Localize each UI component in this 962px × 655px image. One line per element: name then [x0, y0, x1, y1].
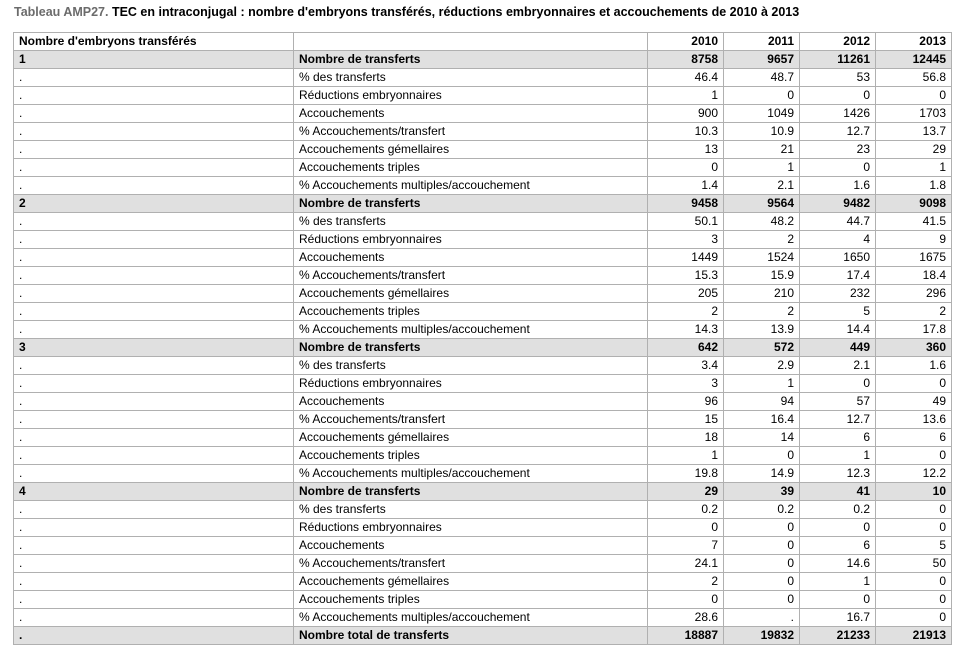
value-cell: 0 [800, 375, 876, 393]
embryos-cell: . [14, 159, 294, 177]
value-cell: 232 [800, 285, 876, 303]
value-cell: 205 [648, 285, 724, 303]
embryos-cell: . [14, 447, 294, 465]
table-row [14, 501, 952, 519]
value-cell: 15 [648, 411, 724, 429]
embryos-cell: . [14, 411, 294, 429]
embryos-cell: . [14, 519, 294, 537]
value-cell: 900 [648, 105, 724, 123]
value-cell: 15.9 [724, 267, 800, 285]
table-row [14, 159, 952, 177]
header-cell-blank [294, 33, 648, 51]
value-cell: 1 [724, 375, 800, 393]
value-cell: 1.8 [876, 177, 952, 195]
value-cell: 13.7 [876, 123, 952, 141]
table-row [14, 411, 952, 429]
value-cell: 14.6 [800, 555, 876, 573]
embryos-cell: . [14, 555, 294, 573]
value-cell: 9657 [724, 51, 800, 69]
table-row [14, 555, 952, 573]
table-row [14, 105, 952, 123]
value-cell: 0 [800, 87, 876, 105]
value-cell: 0 [724, 519, 800, 537]
table-row [14, 249, 952, 267]
value-cell: 0.2 [724, 501, 800, 519]
value-cell: 0 [876, 87, 952, 105]
value-cell: 1.6 [800, 177, 876, 195]
table-row [14, 285, 952, 303]
value-cell: 21 [724, 141, 800, 159]
data-table [13, 32, 952, 645]
table-row [14, 609, 952, 627]
value-cell: 21233 [800, 627, 876, 645]
table-row [14, 447, 952, 465]
table-title-text: TEC en intraconjugal : nombre d'embryons transférés, réductions embryonnaires et accouchements de 2010 à 2013 [108, 5, 800, 19]
value-cell: 360 [876, 339, 952, 357]
embryos-cell: . [14, 501, 294, 519]
value-cell: 18 [648, 429, 724, 447]
indicator-cell: Accouchements triples [294, 159, 648, 177]
value-cell: 48.7 [724, 69, 800, 87]
value-cell: 29 [876, 141, 952, 159]
value-cell: 0 [876, 609, 952, 627]
value-cell: 11261 [800, 51, 876, 69]
indicator-cell: % des transferts [294, 213, 648, 231]
value-cell: 14 [724, 429, 800, 447]
value-cell: 7 [648, 537, 724, 555]
embryos-cell: . [14, 303, 294, 321]
value-cell: 56.8 [876, 69, 952, 87]
value-cell: 0 [876, 501, 952, 519]
indicator-cell: % Accouchements/transfert [294, 555, 648, 573]
header-cell-year: 2012 [800, 33, 876, 51]
header-cell-embryos: Nombre d'embryons transférés [14, 33, 294, 51]
value-cell: 19832 [724, 627, 800, 645]
indicator-cell: Accouchements gémellaires [294, 429, 648, 447]
value-cell: 94 [724, 393, 800, 411]
embryos-cell: . [14, 249, 294, 267]
embryos-cell: . [14, 573, 294, 591]
header-cell-year: 2011 [724, 33, 800, 51]
value-cell: 1 [800, 573, 876, 591]
value-cell: 296 [876, 285, 952, 303]
embryos-cell: . [14, 267, 294, 285]
embryos-cell: 2 [14, 195, 294, 213]
table-row [14, 267, 952, 285]
embryos-cell: . [14, 321, 294, 339]
value-cell: 0 [648, 591, 724, 609]
table-row [14, 357, 952, 375]
table-title [14, 5, 799, 19]
embryos-cell: . [14, 105, 294, 123]
table-row [14, 141, 952, 159]
value-cell: 44.7 [800, 213, 876, 231]
indicator-cell: Accouchements gémellaires [294, 141, 648, 159]
table-row [14, 429, 952, 447]
indicator-cell: Accouchements triples [294, 303, 648, 321]
value-cell: 16.4 [724, 411, 800, 429]
value-cell: 9482 [800, 195, 876, 213]
table-row [14, 303, 952, 321]
indicator-cell: Nombre de transferts [294, 51, 648, 69]
value-cell: 10.9 [724, 123, 800, 141]
value-cell: 2.1 [724, 177, 800, 195]
value-cell: 10 [876, 483, 952, 501]
value-cell: 50.1 [648, 213, 724, 231]
value-cell: 3 [648, 231, 724, 249]
embryos-cell: 3 [14, 339, 294, 357]
value-cell: 1650 [800, 249, 876, 267]
value-cell: 18887 [648, 627, 724, 645]
indicator-cell: % Accouchements/transfert [294, 267, 648, 285]
value-cell: 0.2 [648, 501, 724, 519]
value-cell: 0 [800, 159, 876, 177]
value-cell: 1524 [724, 249, 800, 267]
table-row [14, 465, 952, 483]
group-row [14, 339, 952, 357]
table-row [14, 321, 952, 339]
value-cell: 0 [876, 519, 952, 537]
value-cell: 9098 [876, 195, 952, 213]
value-cell: 48.2 [724, 213, 800, 231]
value-cell: 1049 [724, 105, 800, 123]
value-cell: 41 [800, 483, 876, 501]
embryos-cell: . [14, 357, 294, 375]
value-cell: 3 [648, 375, 724, 393]
value-cell: 12445 [876, 51, 952, 69]
value-cell: 0 [800, 591, 876, 609]
group-row [14, 51, 952, 69]
table-row [14, 591, 952, 609]
indicator-cell: % des transferts [294, 501, 648, 519]
value-cell: 18.4 [876, 267, 952, 285]
indicator-cell: % des transferts [294, 69, 648, 87]
table-row [14, 177, 952, 195]
value-cell: 13.9 [724, 321, 800, 339]
value-cell: 0 [876, 375, 952, 393]
embryos-cell: . [14, 537, 294, 555]
value-cell: 2.1 [800, 357, 876, 375]
indicator-cell: Accouchements triples [294, 447, 648, 465]
value-cell: 0.2 [800, 501, 876, 519]
embryos-cell: . [14, 393, 294, 411]
table-row [14, 393, 952, 411]
value-cell: 12.2 [876, 465, 952, 483]
embryos-cell: . [14, 87, 294, 105]
value-cell: 1 [876, 159, 952, 177]
embryos-cell: . [14, 591, 294, 609]
embryos-cell: . [14, 69, 294, 87]
table-row [14, 69, 952, 87]
value-cell: 16.7 [800, 609, 876, 627]
indicator-cell: Nombre de transferts [294, 195, 648, 213]
indicator-cell: Réductions embryonnaires [294, 87, 648, 105]
value-cell: 2 [648, 303, 724, 321]
embryos-cell: 4 [14, 483, 294, 501]
indicator-cell: Nombre de transferts [294, 339, 648, 357]
value-cell: 12.7 [800, 411, 876, 429]
embryos-cell: . [14, 231, 294, 249]
value-cell: . [724, 609, 800, 627]
header-row [14, 33, 952, 51]
embryos-cell: . [14, 177, 294, 195]
value-cell: 12.3 [800, 465, 876, 483]
value-cell: 14.4 [800, 321, 876, 339]
table-row [14, 573, 952, 591]
value-cell: 4 [800, 231, 876, 249]
indicator-cell: % Accouchements multiples/accouchement [294, 609, 648, 627]
table-row [14, 213, 952, 231]
embryos-cell: . [14, 141, 294, 159]
value-cell: 1703 [876, 105, 952, 123]
value-cell: 14.9 [724, 465, 800, 483]
value-cell: 2.9 [724, 357, 800, 375]
value-cell: 0 [876, 447, 952, 465]
value-cell: 9458 [648, 195, 724, 213]
value-cell: 13.6 [876, 411, 952, 429]
value-cell: 2 [724, 303, 800, 321]
embryos-cell: . [14, 285, 294, 303]
value-cell: 15.3 [648, 267, 724, 285]
value-cell: 0 [724, 555, 800, 573]
value-cell: 29 [648, 483, 724, 501]
value-cell: 1 [648, 87, 724, 105]
value-cell: 0 [724, 87, 800, 105]
table-row [14, 375, 952, 393]
header-cell-year: 2013 [876, 33, 952, 51]
header-cell-year: 2010 [648, 33, 724, 51]
value-cell: 12.7 [800, 123, 876, 141]
indicator-cell: Accouchements triples [294, 591, 648, 609]
indicator-cell: Accouchements gémellaires [294, 285, 648, 303]
value-cell: 53 [800, 69, 876, 87]
value-cell: 57 [800, 393, 876, 411]
embryos-cell: . [14, 465, 294, 483]
indicator-cell: Réductions embryonnaires [294, 375, 648, 393]
value-cell: 1 [648, 447, 724, 465]
value-cell: 1426 [800, 105, 876, 123]
table-row [14, 87, 952, 105]
value-cell: 41.5 [876, 213, 952, 231]
value-cell: 17.8 [876, 321, 952, 339]
value-cell: 9 [876, 231, 952, 249]
indicator-cell: Réductions embryonnaires [294, 231, 648, 249]
total-row [14, 627, 952, 645]
value-cell: 49 [876, 393, 952, 411]
value-cell: 0 [724, 447, 800, 465]
value-cell: 572 [724, 339, 800, 357]
table-title-prefix: Tableau AMP27. [14, 5, 109, 19]
embryos-cell: . [14, 375, 294, 393]
indicator-cell: Accouchements gémellaires [294, 573, 648, 591]
embryos-cell: . [14, 213, 294, 231]
value-cell: 24.1 [648, 555, 724, 573]
value-cell: 46.4 [648, 69, 724, 87]
embryos-cell: . [14, 609, 294, 627]
value-cell: 14.3 [648, 321, 724, 339]
value-cell: 0 [876, 591, 952, 609]
indicator-cell: % Accouchements/transfert [294, 123, 648, 141]
indicator-cell: Réductions embryonnaires [294, 519, 648, 537]
value-cell: 96 [648, 393, 724, 411]
value-cell: 0 [724, 573, 800, 591]
value-cell: 0 [648, 159, 724, 177]
value-cell: 10.3 [648, 123, 724, 141]
indicator-cell: Nombre de transferts [294, 483, 648, 501]
indicator-cell: Accouchements [294, 393, 648, 411]
value-cell: 19.8 [648, 465, 724, 483]
value-cell: 642 [648, 339, 724, 357]
table-body [14, 33, 952, 645]
value-cell: 0 [648, 519, 724, 537]
value-cell: 21913 [876, 627, 952, 645]
value-cell: 210 [724, 285, 800, 303]
embryos-cell: . [14, 627, 294, 645]
table-row [14, 231, 952, 249]
table-row [14, 519, 952, 537]
value-cell: 5 [876, 537, 952, 555]
value-cell: 5 [800, 303, 876, 321]
indicator-cell: Nombre total de transferts [294, 627, 648, 645]
group-row [14, 195, 952, 213]
table-row [14, 537, 952, 555]
value-cell: 13 [648, 141, 724, 159]
value-cell: 1 [800, 447, 876, 465]
value-cell: 1 [724, 159, 800, 177]
value-cell: 50 [876, 555, 952, 573]
value-cell: 2 [724, 231, 800, 249]
value-cell: 1.6 [876, 357, 952, 375]
value-cell: 6 [800, 429, 876, 447]
indicator-cell: Accouchements [294, 249, 648, 267]
indicator-cell: % Accouchements multiples/accouchement [294, 321, 648, 339]
embryos-cell: . [14, 429, 294, 447]
value-cell: 28.6 [648, 609, 724, 627]
value-cell: 0 [724, 591, 800, 609]
embryos-cell: 1 [14, 51, 294, 69]
value-cell: 0 [724, 537, 800, 555]
value-cell: 6 [876, 429, 952, 447]
indicator-cell: % des transferts [294, 357, 648, 375]
embryos-cell: . [14, 123, 294, 141]
value-cell: 39 [724, 483, 800, 501]
value-cell: 1.4 [648, 177, 724, 195]
value-cell: 1449 [648, 249, 724, 267]
indicator-cell: Accouchements [294, 105, 648, 123]
value-cell: 1675 [876, 249, 952, 267]
value-cell: 8758 [648, 51, 724, 69]
indicator-cell: % Accouchements multiples/accouchement [294, 465, 648, 483]
value-cell: 23 [800, 141, 876, 159]
indicator-cell: Accouchements [294, 537, 648, 555]
table-row [14, 123, 952, 141]
value-cell: 3.4 [648, 357, 724, 375]
group-row [14, 483, 952, 501]
indicator-cell: % Accouchements multiples/accouchement [294, 177, 648, 195]
value-cell: 0 [876, 573, 952, 591]
value-cell: 6 [800, 537, 876, 555]
value-cell: 449 [800, 339, 876, 357]
value-cell: 0 [800, 519, 876, 537]
value-cell: 2 [648, 573, 724, 591]
indicator-cell: % Accouchements/transfert [294, 411, 648, 429]
value-cell: 9564 [724, 195, 800, 213]
value-cell: 17.4 [800, 267, 876, 285]
value-cell: 2 [876, 303, 952, 321]
